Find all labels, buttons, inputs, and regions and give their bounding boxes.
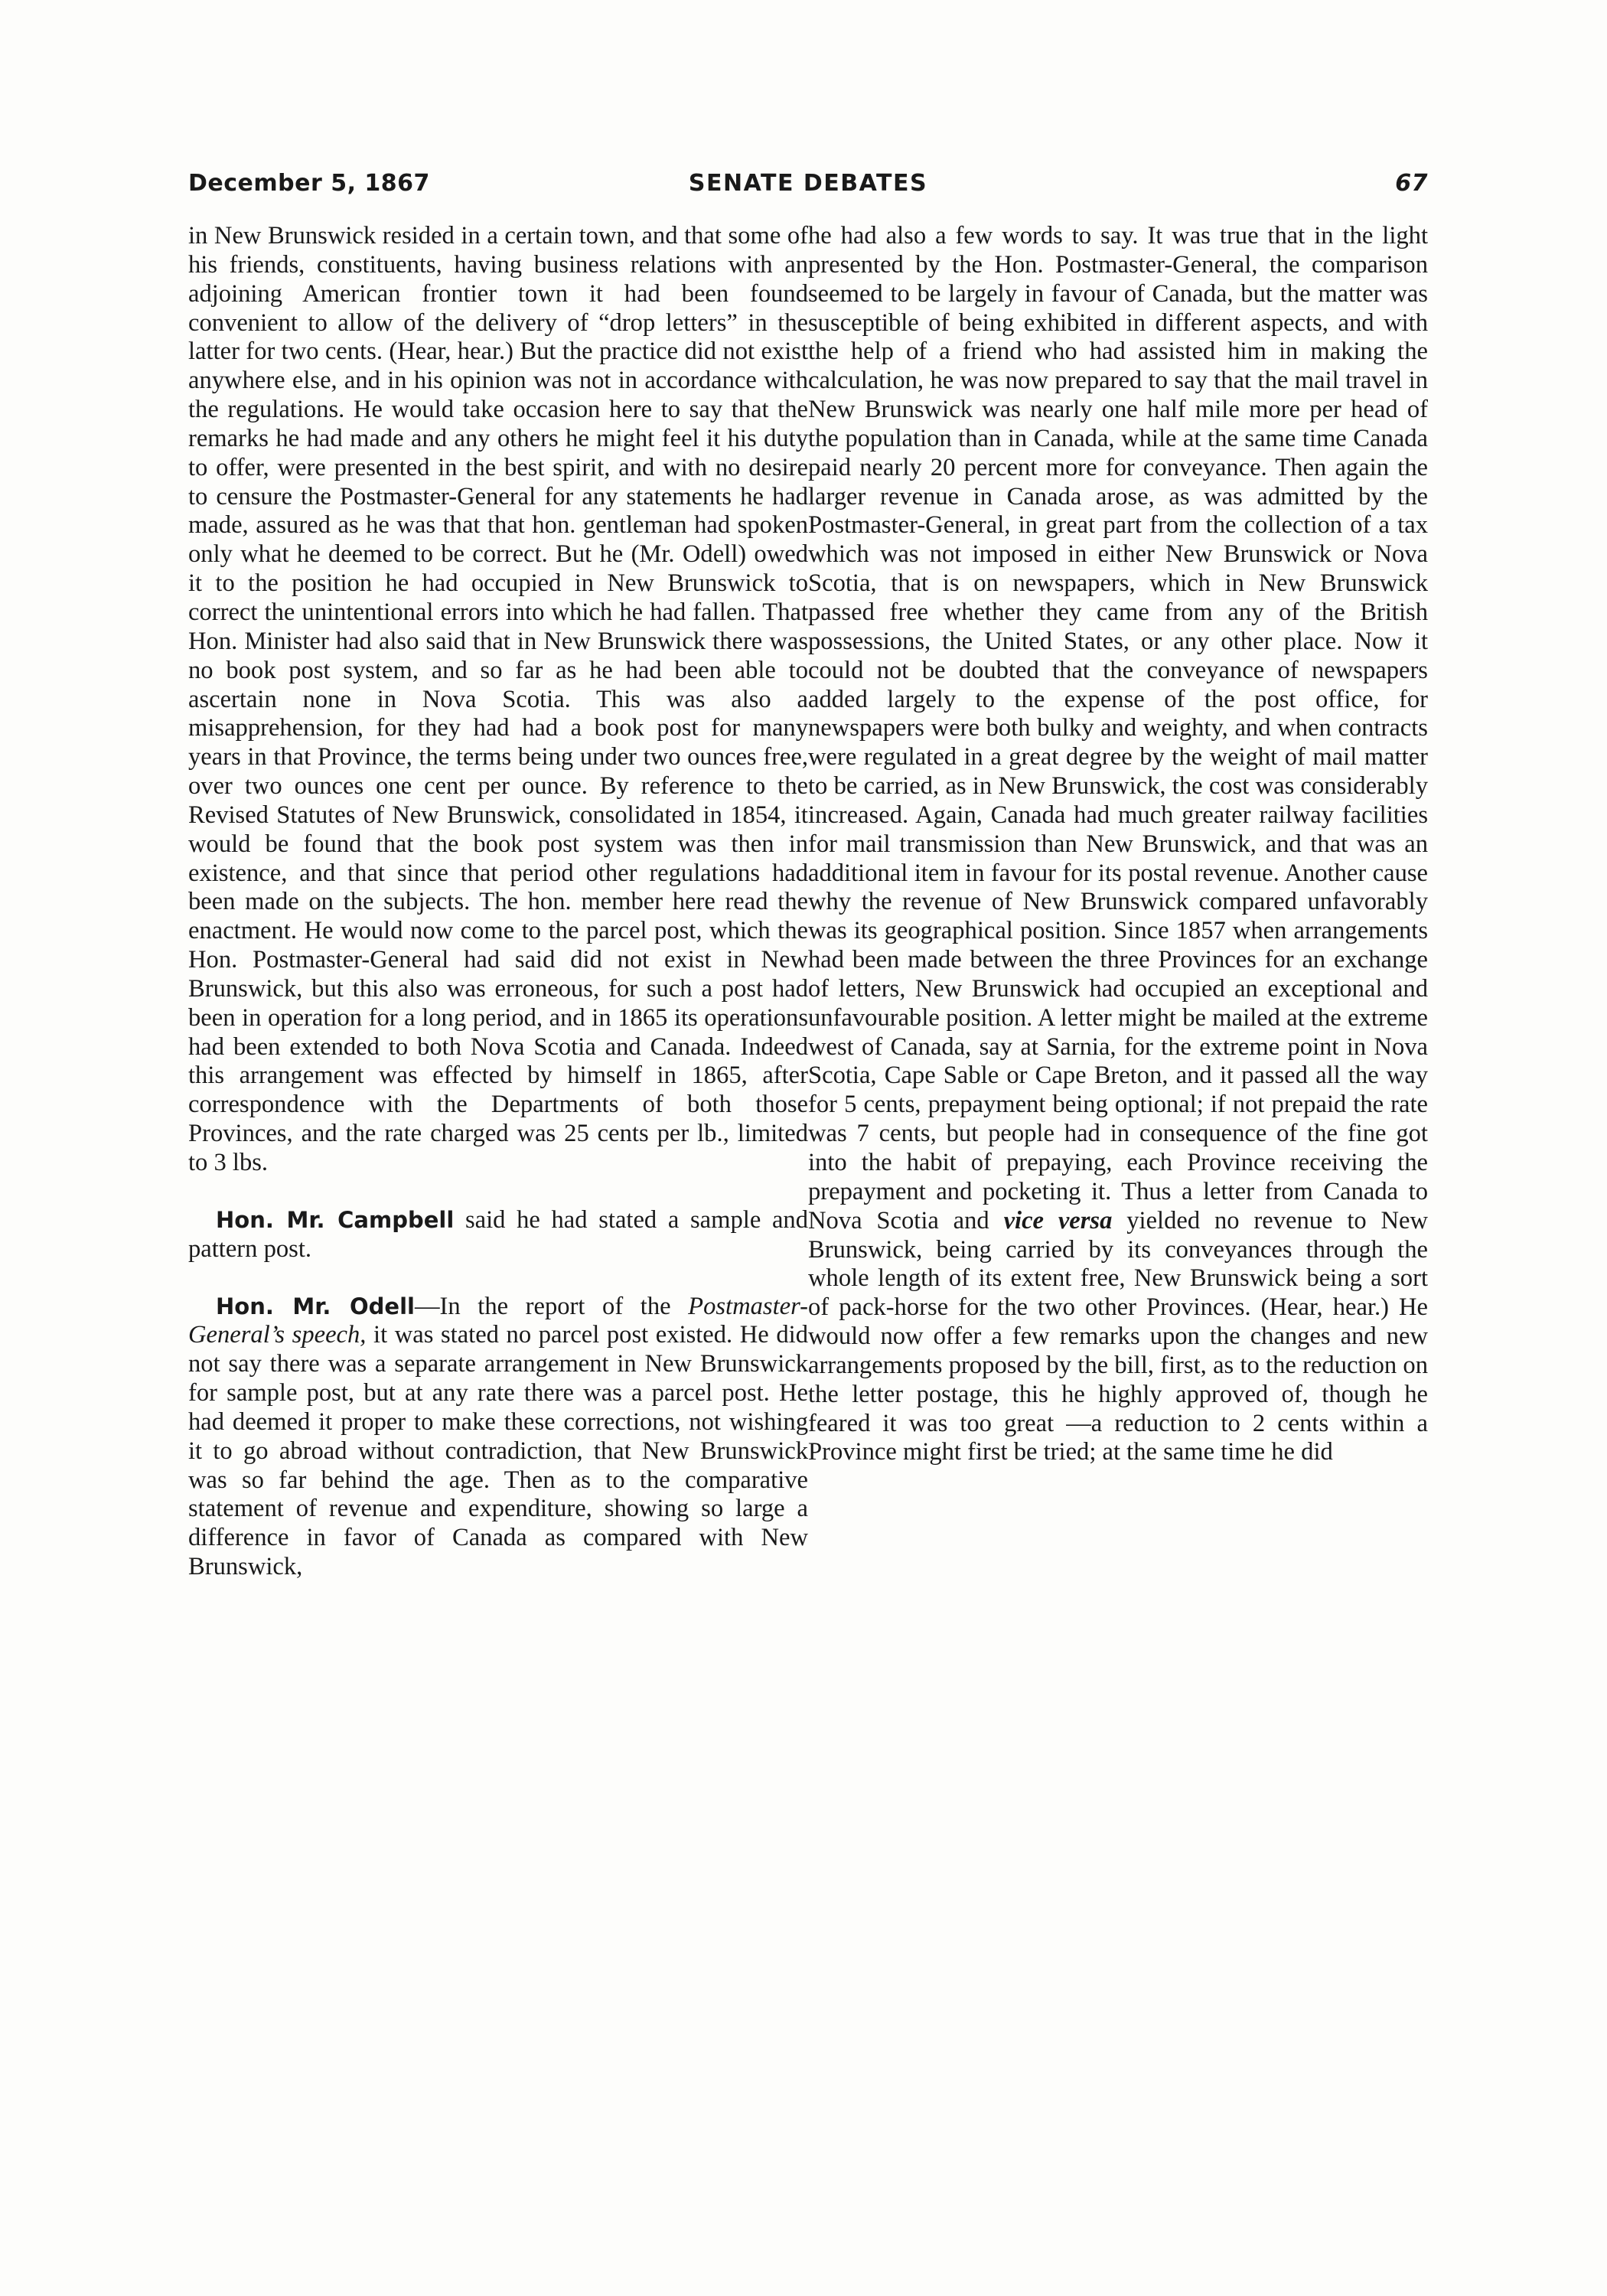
italic-text: vice versa [1003, 1206, 1113, 1234]
left-paragraph-3 [188, 1293, 808, 1582]
header-page-number: 67 [1395, 170, 1428, 197]
running-header [188, 170, 1428, 208]
left-column [188, 222, 808, 1582]
paragraph-text: yielded no revenue to New Brunswick, being carried by its conveyances through the whole length of its extent free, New Brunswick being a sort of pack-horse for the two other Provinces. (Hear, hear.) He would now offer a few remarks upon the changes and new arrangements proposed by the bill, first, as to the reduction on the letter postage, this he highly approved of, though he feared it was too great —a reduction to 2 cents within a Province might first be tried; at the same time he did [808, 1206, 1429, 1466]
paragraph-text: he had also a few words to say. It was true that in the light presented by the Hon. Postmaster-General, the comparison seemed to be largely in favour of Canada, but the matter was susceptible of being exhibited in different aspects, and with the help of a friend who had assisted him in making the calculation, he was now prepared to say that the mail travel in New Brunswick was nearly one half mile more per head of the population than in Canada, while at the same time Canada paid nearly 20 percent more for conveyance. Then again the larger revenue in Canada arose, as was admitted by the Postmaster-General, in great part from the collection of a tax which was not imposed in either New Brunswick or Nova Scotia, that is on newspapers, which in New Brunswick passed free whether they came from any of the British possessions, the United States, or any other place. Now it could not be doubted that the conveyance of newspapers added largely to the expense of the post office, for newspapers were both bulky and weighty, and when contracts were regulated in a great degree by the weight of mail matter to be carried, as in New Brunswick, the cost was considerably increased. Again, Canada had much greater railway facilities for mail transmission than New Brunswick, and that was an additional item in favour for its postal revenue. Another cause why the revenue of New Brunswick compared unfavorably was its geographical position. Since 1857 when arrangements had been made between the three Provinces for an exchange of letters, New Brunswick had occupied an exceptional and unfavourable position. A letter might be mailed at the extreme west of Canada, say at Sarnia, for the extreme point in Nova Scotia, Cape Sable or Cape Breton, and it passed all the way for 5 cents, prepayment being optional; if not prepaid the rate was 7 cents, but people had in consequence of the fine got into the habit of prepaying, each Province receiving the prepayment and pocketing it. Thus a letter from Canada to Nova Scotia and [808, 222, 1428, 1234]
speaker-name: Hon. Mr. Campbell [216, 1206, 455, 1233]
left-paragraph-2 [188, 1206, 808, 1264]
paragraph-text: —In the report of the [414, 1292, 689, 1320]
paragraph-text: it was stated no parcel post existed. He did not say there was a separate arrangement in New Brunswick for sample post, but at any rate there was a parcel post. He had deemed it proper to make these corrections, not wishing it to go abroad without contradiction, that New Brunswick was so far behind the age. Then as to the comparative statement of revenue and expenditure, showing so large a difference in favor of Canada as compared with New Brunswick, [188, 1321, 808, 1581]
header-title: SENATE DEBATES [688, 170, 928, 197]
right-column [808, 222, 1428, 1467]
italic-text: Postmaster-General’s speech, [188, 1292, 808, 1349]
left-paragraph-1: in New Brunswick resided in a certain town, and that some of his friends, constituents, having business relations with an adjoining American frontier town it had been found convenient to allow of the delivery of “drop letters” in the latter for two cents. (Hear, hear.) But the practice did not exist anywhere else, and in his opinion was not in accordance with the regulations. He would take occasion here to say that the remarks he had made and any others he might feel it his duty to offer, were presented in the best spirit, and with no desire to censure the Postmaster-General for any statements he had made, assured as he was that that hon. gentleman had spoken only what he deemed to be correct. But he (Mr. Odell) owed it to the position he had occupied in New Brunswick to correct the unintentional errors into which he had fallen. That Hon. Minister had also said that in New Brunswick there was no book post system, and so far as he had been able to ascertain none in Nova Scotia. This was also a misapprehension, for they had had a book post for many years in that Province, the terms being under two ounces free, over two ounces one cent per ounce. By reference to the Revised Statutes of New Brunswick, consolidated in 1854, it would be found that the book post system was then in existence, and that since that period other regulations had been made on the subjects. The hon. member here read the enactment. He would now come to the parcel post, which the Hon. Postmaster-General had said did not exist in New Brunswick, but this also was erroneous, for such a post had been in operation for a long period, and in 1865 its operations had been extended to both Nova Scotia and Canada. Indeed this arrangement was effected by himself in 1865, after correspondence with the Departments of both those Provinces, and the rate charged was 25 cents per lb., limited to 3 lbs. [188, 222, 808, 1176]
paragraph-text: said he had stated a sample and pattern post. [188, 1205, 808, 1263]
header-date: December 5, 1867 [188, 170, 430, 197]
speaker-name: Hon. Mr. Odell [216, 1293, 415, 1319]
right-paragraph-1 [808, 222, 1428, 1467]
